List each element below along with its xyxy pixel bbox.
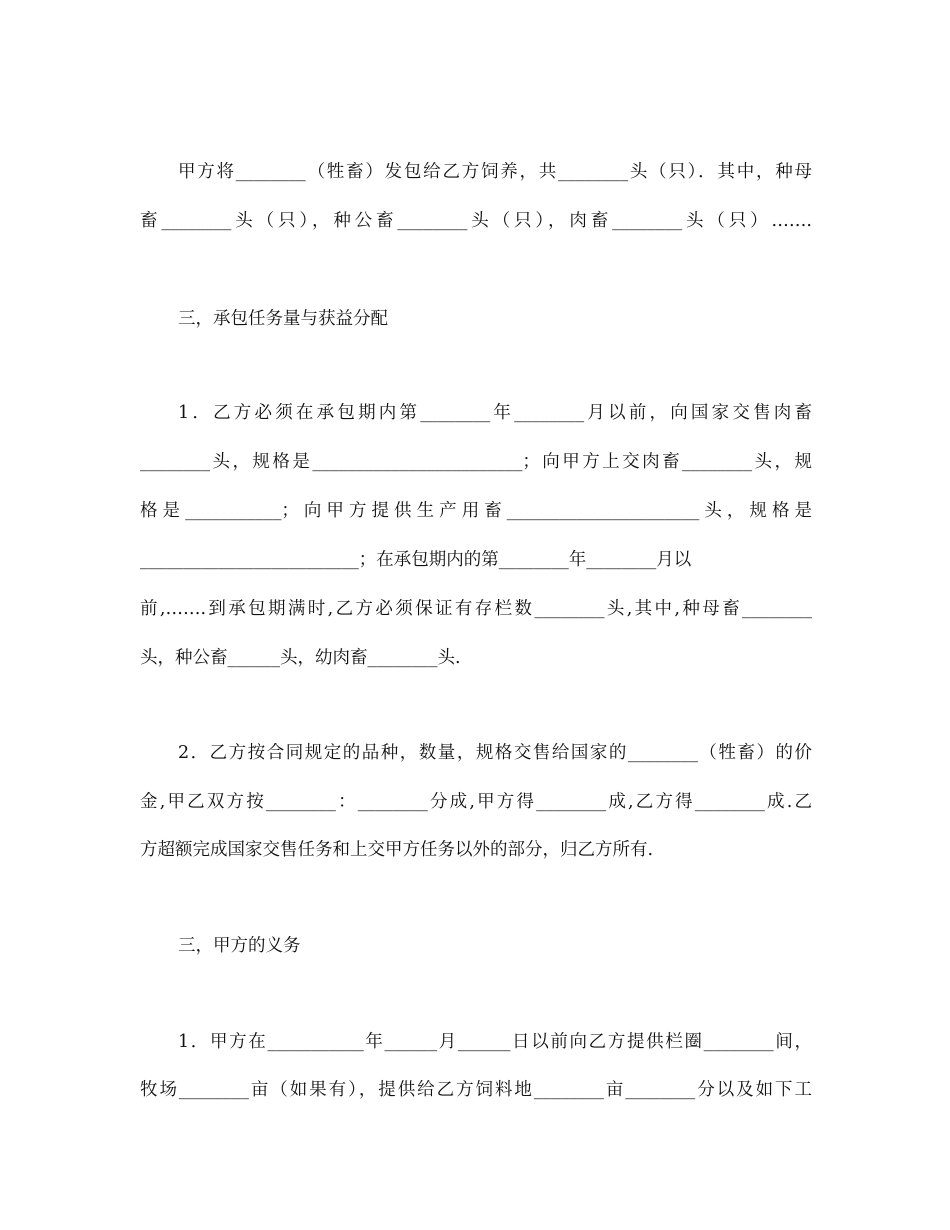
paragraph-line: 甲方将________（牲畜）发包给乙方饲养，共________头（只）．其中，种母 — [178, 162, 812, 182]
paragraph-line: 金,甲乙双方按________：________分成,甲方得________成,乙方得________成.乙 — [140, 792, 812, 812]
paragraph-line: _________________________；在承包期内的第________年________月以 — [140, 550, 692, 570]
section-heading: 三，甲方的义务 — [178, 936, 301, 956]
paragraph-line: 牧场________亩（如果有），提供给乙方饲料地________亩________分以及如下工 — [140, 1080, 812, 1100]
paragraph-line: 方超额完成国家交售任务和上交甲方任务以外的部分，归乙方所有. — [140, 840, 654, 860]
paragraph-line: 1．乙方必须在承包期内第________年________月以前，向国家交售肉畜 — [178, 403, 812, 423]
paragraph-line: 头，种公畜______头，幼肉畜________头. — [140, 648, 461, 668]
paragraph-line: ________头，规格是________________________；向甲方上交肉畜________头，规 — [140, 452, 812, 472]
paragraph-line: 格是___________；向甲方提供生产用畜______________________头，规格是 — [140, 501, 812, 521]
paragraph-line: 畜________头（只），种公畜________头（只），肉畜________头（只）……. — [140, 211, 812, 231]
paragraph-line: 1．甲方在___________年______月______日以前向乙方提供栏圈________间， — [178, 1032, 812, 1052]
paragraph-line: 2．乙方按合同规定的品种，数量，规格交售给国家的________（牲畜）的价 — [178, 743, 812, 763]
section-heading: 三，承包任务量与获益分配 — [178, 309, 388, 329]
paragraph-line: 前,…….到承包期满时,乙方必须保证有存栏数________头,其中,种母畜________ — [140, 599, 812, 619]
